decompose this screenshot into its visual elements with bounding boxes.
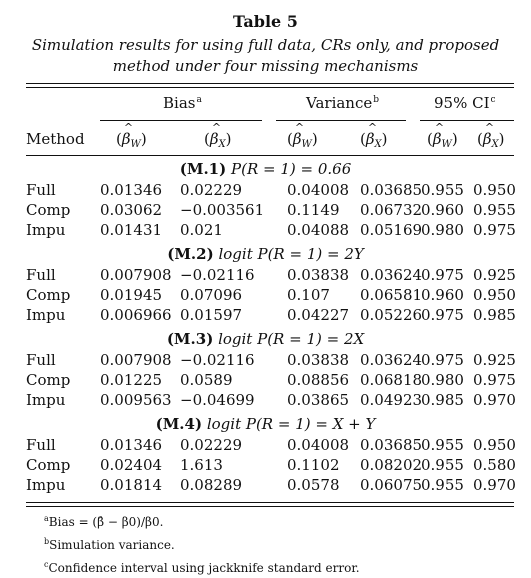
value-cell: 0.02404: [100, 456, 163, 474]
value-cell: −0.04699: [180, 391, 255, 409]
method-cell: Full: [26, 436, 56, 454]
table-row: [0, 286, 531, 306]
value-cell: 0.03624: [360, 266, 423, 284]
value-cell: 0.985: [473, 306, 516, 324]
value-cell: −0.003561: [180, 201, 265, 219]
header-variance: Variance$^b$: [306, 94, 380, 112]
value-cell: 0.03838: [287, 351, 350, 369]
section-condition: logit P(R = 1) = 2Y: [218, 245, 364, 263]
value-cell: 0.08289: [180, 476, 243, 494]
value-cell: 0.03685: [360, 436, 423, 454]
footnote-c: $^c$Confidence interval using jackknife standard error.: [44, 560, 360, 575]
section-condition: P(R = 1) = 0.66: [231, 160, 352, 178]
header-ci: 95% $CI^c$: [434, 94, 496, 112]
value-cell: 0.04923: [360, 391, 423, 409]
method-cell: Impu: [26, 221, 66, 239]
method-cell: Full: [26, 351, 56, 369]
value-cell: 0.05226: [360, 306, 423, 324]
bottom-rule-2: [26, 506, 514, 507]
value-cell: 0.06732: [360, 201, 423, 219]
table-row: [0, 181, 531, 201]
table-row: [0, 266, 531, 286]
subcol-var-x: (^ $\beta_X$): [360, 130, 388, 150]
table-caption: Simulation results for using full data, CRs only, and proposed method under four missing mechanisms: [31, 36, 500, 75]
value-cell: 0.04008: [287, 181, 350, 199]
section-label: (M.3): [166, 330, 214, 348]
value-cell: 0.01814: [100, 476, 163, 494]
value-cell: 0.06818: [360, 371, 423, 389]
value-cell: 0.960: [421, 201, 464, 219]
value-cell: 0.04088: [287, 221, 350, 239]
section-title: [0, 160, 531, 178]
header-bottom-rule: [26, 155, 514, 156]
footnotes: [44, 509, 360, 578]
value-cell: 0.107: [287, 286, 330, 304]
value-cell: 0.04227: [287, 306, 350, 324]
value-cell: 0.955: [421, 436, 464, 454]
value-cell: 0.03624: [360, 351, 423, 369]
value-cell: 0.08856: [287, 371, 350, 389]
section-condition: logit P(R = 1) = X + Y: [206, 415, 376, 433]
value-cell: 0.1102: [287, 456, 340, 474]
value-cell: 0.01431: [100, 221, 163, 239]
value-cell: 0.03838: [287, 266, 350, 284]
value-cell: 0.04008: [287, 436, 350, 454]
table-row: [0, 391, 531, 411]
value-cell: 0.980: [421, 371, 464, 389]
table-row: [0, 476, 531, 496]
top-rule-1: [26, 83, 514, 84]
value-cell: 0.01597: [180, 306, 243, 324]
value-cell: 0.06581: [360, 286, 423, 304]
value-cell: 0.01945: [100, 286, 163, 304]
value-cell: 0.01225: [100, 371, 163, 389]
subcol-ci-w: (^ $\beta_W$): [427, 130, 458, 150]
method-cell: Comp: [26, 456, 71, 474]
table-row: [0, 371, 531, 391]
value-cell: 0.03865: [287, 391, 350, 409]
section-label: (M.1): [179, 160, 227, 178]
value-cell: −0.02116: [180, 351, 255, 369]
value-cell: 0.0589: [180, 371, 233, 389]
section-title: [0, 330, 531, 348]
value-cell: 0.03685: [360, 181, 423, 199]
subcol-bias-w: (^ $\beta_W$): [116, 130, 147, 150]
section-label: (M.4): [155, 415, 203, 433]
subcol-ci-x: (^ $\beta_X$): [477, 130, 505, 150]
section-condition: logit P(R = 1) = 2X: [218, 330, 365, 348]
value-cell: −0.02116: [180, 266, 255, 284]
value-cell: 0.975: [473, 371, 516, 389]
value-cell: 0.925: [473, 266, 516, 284]
header-method: Method: [26, 130, 85, 148]
method-cell: Impu: [26, 391, 66, 409]
value-cell: 0.0578: [287, 476, 340, 494]
value-cell: 0.05169: [360, 221, 423, 239]
section-title: [0, 415, 531, 433]
value-cell: 0.925: [473, 351, 516, 369]
value-cell: 0.975: [421, 266, 464, 284]
value-cell: 0.03062: [100, 201, 163, 219]
method-cell: Comp: [26, 286, 71, 304]
header-bias: Bias$^a$: [163, 94, 202, 112]
value-cell: 0.985: [421, 391, 464, 409]
value-cell: 0.970: [473, 476, 516, 494]
method-cell: Full: [26, 181, 56, 199]
value-cell: 0.960: [421, 286, 464, 304]
value-cell: 0.006966: [100, 306, 172, 324]
value-cell: 0.950: [473, 436, 516, 454]
method-cell: Impu: [26, 306, 66, 324]
value-cell: 0.009563: [100, 391, 172, 409]
value-cell: 0.01346: [100, 181, 163, 199]
value-cell: 0.580: [473, 456, 516, 474]
table-row: [0, 306, 531, 326]
method-cell: Full: [26, 266, 56, 284]
value-cell: 0.07096: [180, 286, 243, 304]
table-row: [0, 221, 531, 241]
value-cell: 0.02229: [180, 436, 243, 454]
value-cell: 0.955: [421, 181, 464, 199]
value-cell: 0.01346: [100, 436, 163, 454]
section-label: (M.2): [167, 245, 214, 263]
value-cell: 0.970: [473, 391, 516, 409]
value-cell: 0.021: [180, 221, 223, 239]
table-title: Table 5: [233, 12, 298, 31]
method-cell: Comp: [26, 201, 71, 219]
value-cell: 0.980: [421, 221, 464, 239]
table-row: [0, 351, 531, 371]
value-cell: 0.007908: [100, 351, 172, 369]
subcol-bias-x: (^ $\beta_X$): [204, 130, 232, 150]
value-cell: 1.613: [180, 456, 223, 474]
section-title: [0, 245, 531, 263]
top-rule-2: [26, 87, 514, 88]
subcol-var-w: (^ $\beta_W$): [287, 130, 318, 150]
table-row: [0, 201, 531, 221]
bottom-rule-1: [26, 502, 514, 503]
method-cell: Impu: [26, 476, 66, 494]
value-cell: 0.950: [473, 181, 516, 199]
footnote-b: $^b$Simulation variance.: [44, 537, 175, 552]
table-row: [0, 456, 531, 476]
value-cell: 0.975: [473, 221, 516, 239]
footnote-a: $^a$Bias = (β̂ − β0)/β0.: [44, 514, 164, 529]
value-cell: 0.08202: [360, 456, 423, 474]
method-cell: Comp: [26, 371, 71, 389]
value-cell: 0.02229: [180, 181, 243, 199]
value-cell: 0.955: [421, 476, 464, 494]
value-cell: 0.955: [421, 456, 464, 474]
value-cell: 0.007908: [100, 266, 172, 284]
value-cell: 0.06075: [360, 476, 423, 494]
table-row: [0, 436, 531, 456]
value-cell: 0.1149: [287, 201, 340, 219]
value-cell: 0.955: [473, 201, 516, 219]
value-cell: 0.950: [473, 286, 516, 304]
value-cell: 0.975: [421, 351, 464, 369]
value-cell: 0.975: [421, 306, 464, 324]
